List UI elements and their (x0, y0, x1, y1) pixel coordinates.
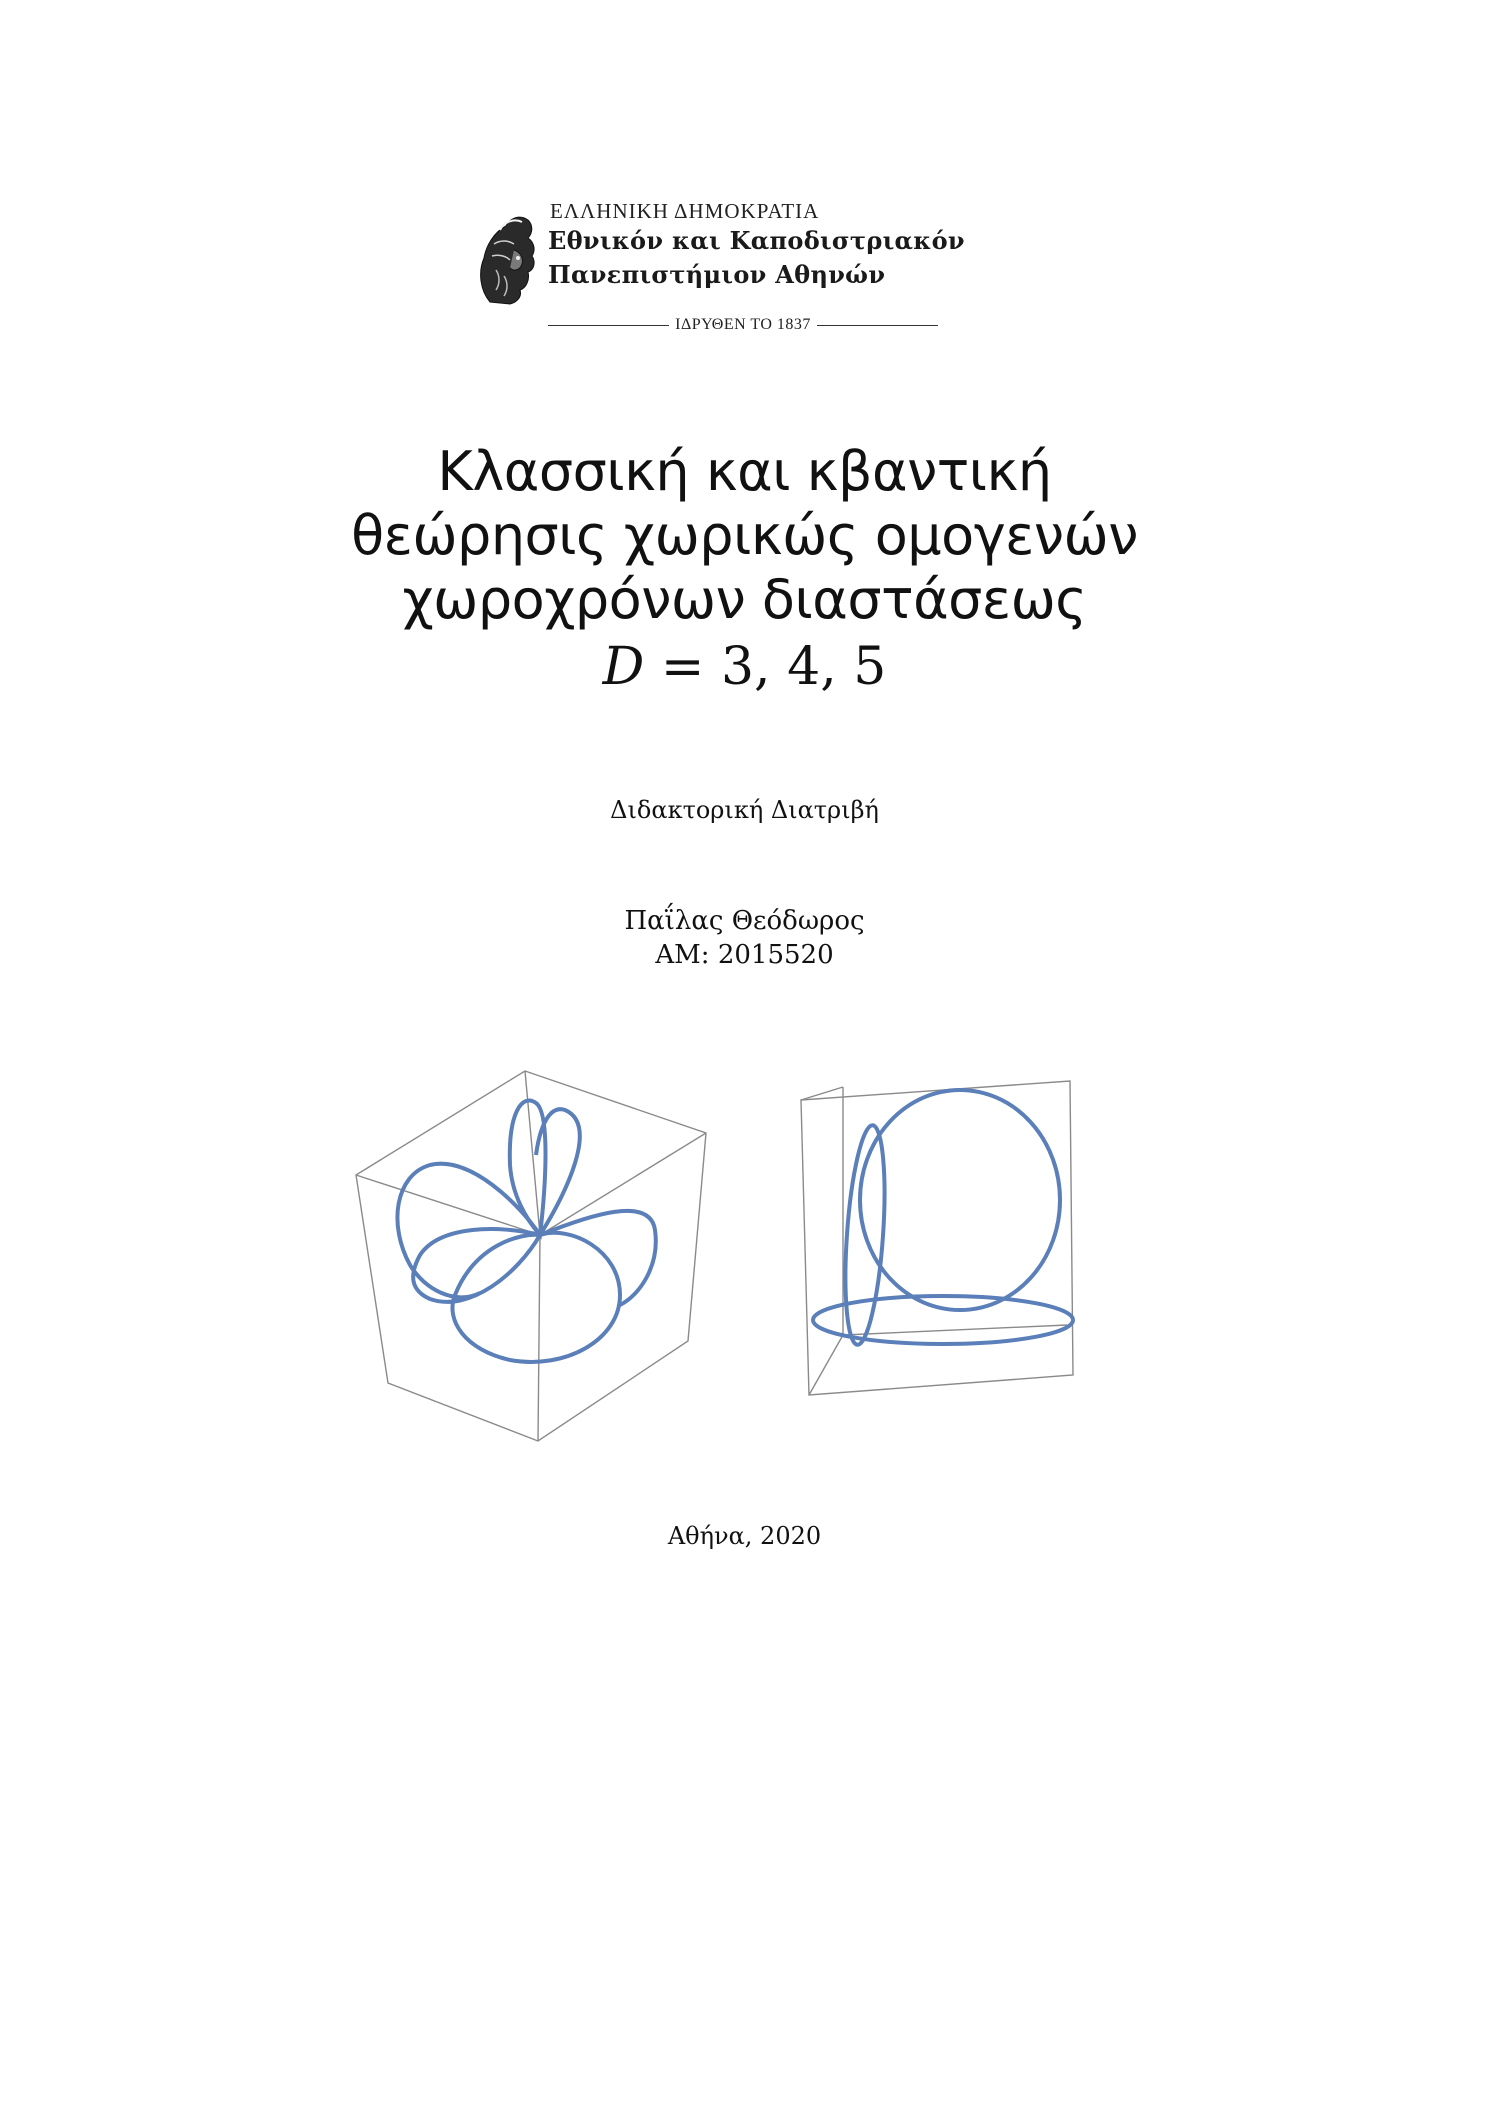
orbit-loop-left (413, 1229, 540, 1302)
university-name-line2: Πανεπιστήμιον Αθηνών (548, 260, 886, 289)
founded-label: ΙΔΡΥΘΕΝ ΤΟ 1837 (675, 316, 811, 333)
orbit-curves-side (813, 1090, 1073, 1346)
title-math-variable: D (602, 637, 645, 697)
orbit-curves (397, 1101, 655, 1362)
university-text (548, 198, 1018, 292)
box-outline (801, 1081, 1073, 1395)
founded-rule-left (548, 325, 669, 326)
university-header (470, 198, 1030, 348)
figure-orbits-side-svg (795, 1075, 1095, 1405)
title-math-values: = 3, 4, 5 (644, 637, 887, 697)
figure-orbits-diagonal-view (350, 1065, 720, 1450)
thesis-title (0, 440, 1489, 700)
orbit-circle-large (860, 1090, 1060, 1310)
figure-orbits-side-view (795, 1075, 1095, 1405)
orbit-loop-top (510, 1101, 546, 1235)
figure-orbits-diagonal-svg (350, 1065, 720, 1450)
founded-rule-right (817, 325, 938, 326)
author-name: Παΐλας Θεόδωρος (624, 906, 865, 936)
republic-label: ΕΛΛΗΝΙΚΗ ΔΗΜΟΚΡΑΤΙΑ (550, 199, 820, 223)
document-type: Διδακτορική Διατριβή (610, 796, 879, 824)
athena-seal-logo (470, 210, 544, 310)
box-wireframe (801, 1081, 1073, 1395)
author-block (0, 904, 1489, 972)
place-date: Αθήνα, 2020 (667, 1522, 822, 1550)
cube-edge-bottom (538, 1235, 540, 1441)
founded-row (548, 314, 938, 336)
orbit-loop-bottom (452, 1233, 620, 1362)
title-line-3: χωροχρόνων διαστάσεως (402, 568, 1087, 631)
box-edge-bottom-back (809, 1335, 843, 1395)
orbit-ellipse-horizontal (813, 1296, 1073, 1344)
cube-edge-right (540, 1133, 706, 1235)
university-name-line1: Εθνικόν και Καποδιστριακόν (548, 226, 965, 255)
title-line-1: Κλασσική και κβαντική (437, 440, 1052, 503)
title-math-line (0, 634, 1489, 700)
box-edge-floor (843, 1325, 1067, 1335)
title-line-2: θεώρησις χωρικώς ομογενών (351, 504, 1138, 567)
author-id: AM: 2015520 (655, 940, 834, 970)
